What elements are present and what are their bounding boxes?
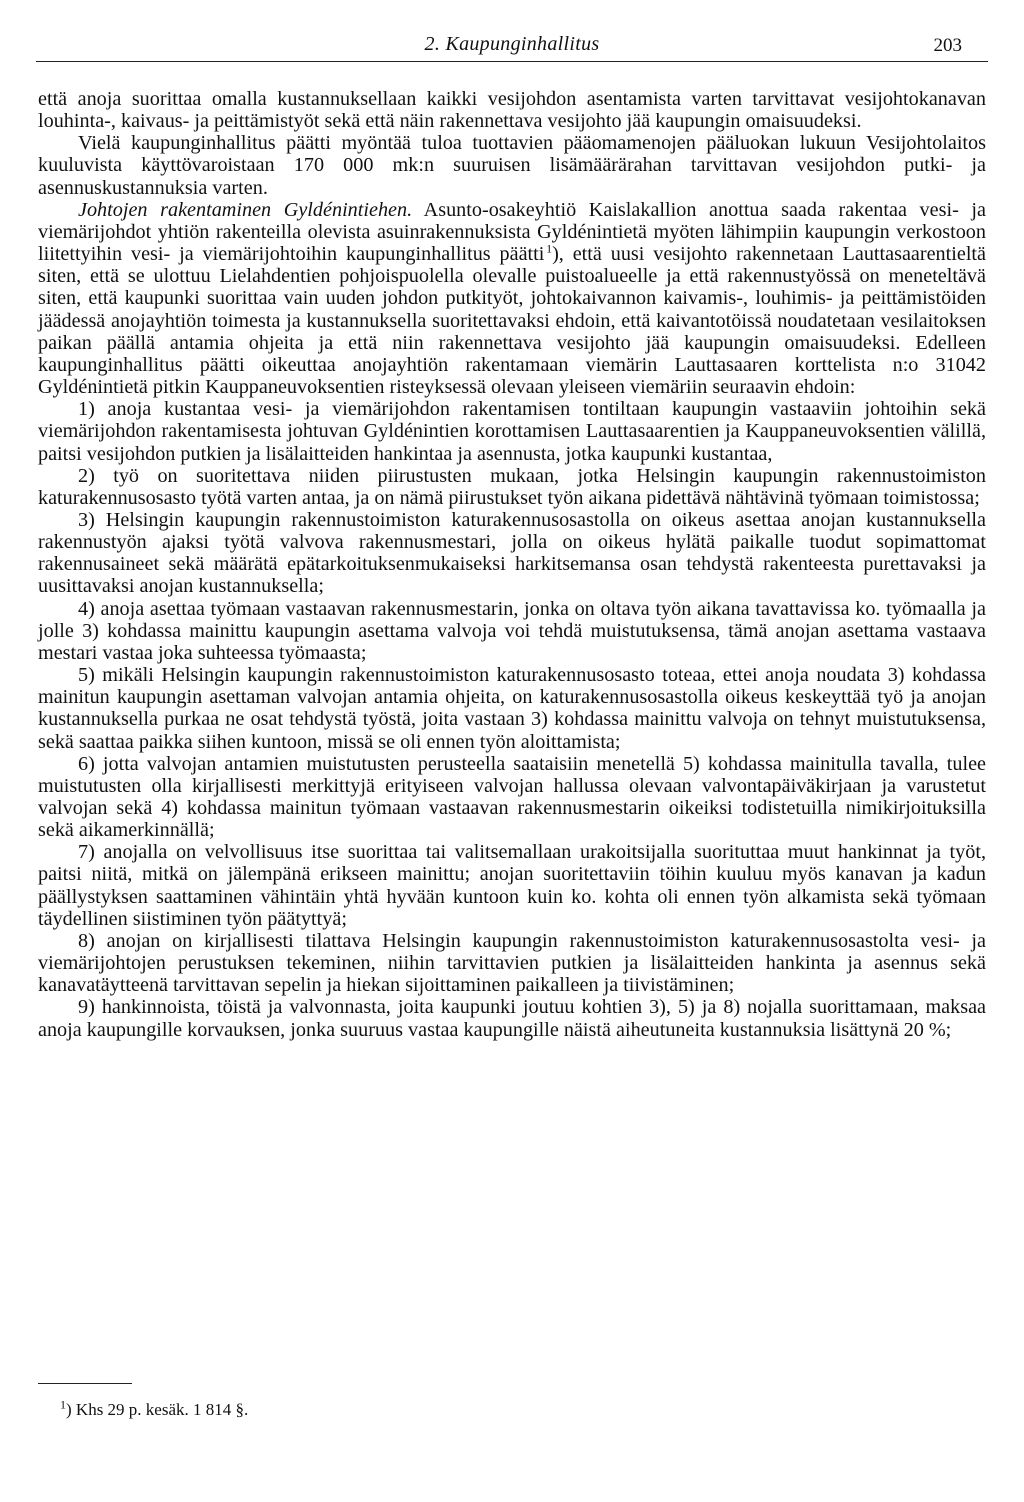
footnote-rule (38, 1383, 132, 1384)
section-paragraph (38, 199, 986, 398)
footnote-marker: 1 (60, 1397, 66, 1412)
header-rule (36, 61, 988, 62)
condition-item-6: 6) jotta valvojan antamien muistutusten perusteella saataisiin menetellä 5) kohdassa mainitulla tavalla, tulee muistutusten olla kirjallisesti merkittyjä erityiseen valvojan hallussa olevaan valvontapäiväkirjaan ja varustetut valvojan sekä 4) kohdassa mainitun työmaan vastaavan rakennusmestarin oikeiksi todistetuilla nimikirjoituksilla sekä aikamerkinnällä; (38, 752, 986, 842)
footnote (60, 1397, 986, 1420)
footnote-reference: 1 (546, 241, 553, 256)
condition-item-1: 1) anoja kustantaa vesi- ja viemärijohdon rakentamisen tontiltaan kaupungin vastaaviin johtoihin sekä viemärijohdon rakentamisesta johtuvan Gyldénintien korottamisen Lauttasaarentien ja Kauppaneuvoksentien välillä, paitsi vesijohdon putkien ja lisälaitteiden hankintaa ja asennusta, jotka kaupunki kustantaa, (38, 398, 986, 465)
body-text (38, 88, 986, 1041)
condition-item-4: 4) anoja asettaa työmaan vastaavan rakennusmestarin, jonka on oltava työn aikana tavattavissa ko. työmaalla ja jolle 3) kohdassa mainittu kaupungin asettama valvoja voi tehdä muistutuksensa, tämä anojan asettama vastaava mestari vastaa joka suhteessa työmaasta; (38, 597, 986, 664)
section-text-before-ref: Asunto-osakeyhtiö Kaislakallion anottua saada rakentaa vesi- ja viemärijohdot yhtiön rakenteilla olevista asuinrakennuksista Gyldénintietä myöten lähimpiin kaupungin verkostoon liitettyihin vesi- ja viemärijohtoihin kaupunginhallitus päätti (38, 198, 986, 266)
footnote-text: ) Khs 29 p. kesäk. 1 814 §. (66, 1400, 249, 1419)
condition-item-9: 9) hankinnoista, töistä ja valvonnasta, joita kaupunki joutuu kohtien 3), 5) ja 8) nojalla suorittamaan, maksaa anoja kaupungille korvauksen, jonka suuruus vastaa kaupungille näistä aiheutuneita kustannuksia lisättynä 20 %; (38, 996, 986, 1041)
paragraph-appropriation: Vielä kaupunginhallitus päätti myöntää tuloa tuottavien pääomamenojen pääluokan lukuun Vesijohtolaitos kuuluvista käyttövaroistaan 170 000 mk:n suuruisen lisämäärärahan tarvittavan vesijohdon putki- ja asennuskustannuksia varten. (38, 132, 986, 199)
section-title: Johtojen rakentaminen Gyldénintiehen. (78, 198, 413, 221)
section-text-after-ref: ), että uusi vesijohto rakennetaan Lauttasaarentieltä siten, että se ulottuu Lielahdentien pohjoispuolella olevalle puistoalueelle ja että rakennustyössä on meneteltävä siten, että kaupunki suorittaa vain uuden johdon putkityöt, johtokaivannon kaivamis-, louhimis- ja peittämistöiden jäädessä anojayhtiön toimesta ja kustannuksella suoritettavaksi ehdoin, että kaivantotöissä noudatetaan vesilaitoksen paikan päällä antamia ohjeita ja että niin rakennettava vesijohto jää kaupungin omaisuudeksi. Edelleen kaupunginhallitus päätti oikeuttaa anojayhtiön rakentamaan viemärin Lauttasaaren korttelista n:o 31042 Gyldénintietä pitkin Kauppaneuvoksentien risteyksessä olevaan yleiseen viemäriin seuraavin ehdoin: (38, 243, 986, 399)
condition-item-3: 3) Helsingin kaupungin rakennustoimiston katurakennusosastolla on oikeus asettaa anojan kustannuksella rakennustyön ajaksi työtä valvova rakennusmestari, jolla on oikeus hylätä paikalle tuodut sopimattomat rakennusaineet sekä määrätä epätarkoituksenmukaiseksi harkitsemansa osan tehdystä rakenteesta purettavaksi ja uusittavaksi anojan kustannuksella; (38, 508, 986, 598)
running-header (36, 30, 988, 66)
condition-item-8: 8) anojan on kirjallisesti tilattava Helsingin kaupungin rakennustoimiston katurakennusosastolta vesi- ja viemärijohtojen perustuksen tekeminen, niihin tarvittavien putkien ja lisälaitteiden hankinta ja asennus sekä kanavatäytteenä tarvittavan sepelin ja hiekan sijoittaminen paikalleen ja tiivistäminen; (38, 929, 986, 997)
paragraph-continuation: että anoja suorittaa omalla kustannuksellaan kaikki vesijohdon asentamista varten tarvittavat vesijohtokanavan louhinta-, kaivaus- ja peittämistyöt sekä että näin rakennettava vesijohto jää kaupungin omaisuudeksi. (38, 88, 986, 133)
running-title: 2. Kaupunginhallitus (424, 33, 600, 55)
condition-item-5: 5) mikäli Helsingin kaupungin rakennustoimiston katurakennusosasto toteaa, ettei anoja noudata 3) kohdassa mainitun kaupungin asettaman valvojan antamia ohjeita, on katurakennusosastolla oikeus keskeyttää työ ja anojan kustannuksella purkaa ne osat tehdystä työstä, joita vastaan 3) kohdassa mainittu valvoja on tehnyt muistutuksensa, sekä saattaa paikka siihen kuntoon, missä se oli ennen työn aloittamista; (38, 664, 986, 753)
condition-item-7: 7) anojalla on velvollisuus itse suorittaa tai valitsemallaan urakoitsijalla suorituttaa muut hankinnat ja työt, paitsi niitä, mitkä on jälempänä erikseen mainittu; anojan suoritettaviin töihin kuuluu myös kanavan ja kadun päällystyksen saattaminen vähintäin yhtä hyvään kuntoon kuin ko. kohta oli ennen työn alkamista sekä työmaan täydellinen siistiminen työn päätyttyä; (38, 841, 986, 930)
page-number: 203 (933, 35, 962, 56)
condition-item-2: 2) työ on suoritettava niiden piirustusten mukaan, jotka Helsingin kaupungin rakennustoimiston katurakennusosasto työtä varten antaa, ja on nämä piirustukset työn aikana pidettävä nähtävinä työmaan toimistossa; (38, 464, 986, 509)
